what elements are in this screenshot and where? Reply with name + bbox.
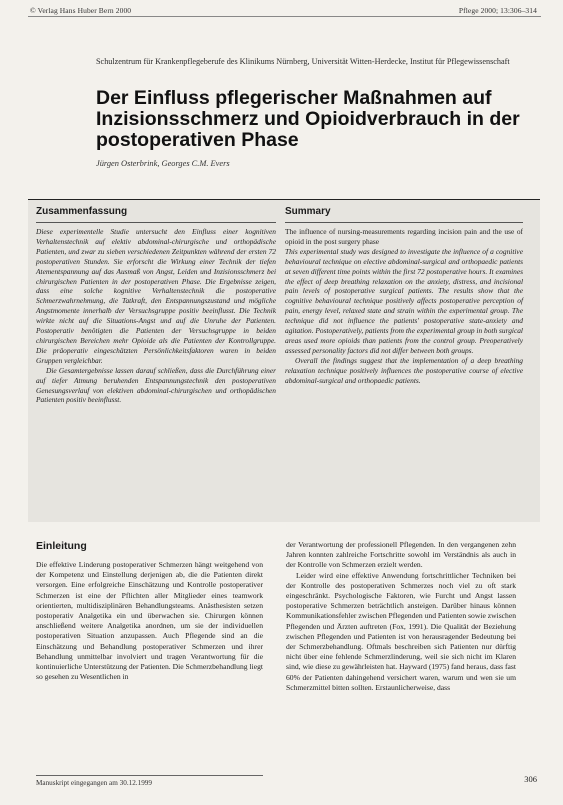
article-title: Der Einfluss pflegerischer Maßnahmen auf Inzisionsschmerz und Opioidverbrauch in der postoperativen Phase <box>96 87 520 151</box>
abstract-english-subtitle: The influence of nursing-measurements regarding incision pain and the use of opioid in the post surgery phase <box>285 227 523 246</box>
body-paragraph: der Verantwortung der professionell Pflegenden. In den vergangenen zehn Jahren konnten zahlreiche Fortschritte sowohl im Verständnis als auch in der Kontrolle von Schmerzen erzielt werden. <box>286 540 516 570</box>
abstract-german-heading: Zusammenfassung <box>36 206 276 223</box>
author-list: Jürgen Osterbrink, Georges C.M. Evers <box>96 159 230 168</box>
footnote-rule <box>36 775 263 776</box>
journal-copyright: © Verlag Hans Huber Bern 2000 <box>30 6 132 15</box>
abstract-german <box>36 206 276 405</box>
section-heading: Einleitung <box>36 540 87 552</box>
body-column-right <box>286 540 516 693</box>
abstract-german-paragraph: Die Gesamtergebnisse lassen darauf schließen, dass die Durchführung einer auf tiefer Atmung beruhenden Entspannungstechnik den postoperativen Genesungsverlauf von elektiven abdominal-chirurgischen und orthopädischen Patienten positiv beeinflusst. <box>36 365 276 405</box>
page-number: 306 <box>524 774 537 784</box>
body-column-left <box>36 540 263 682</box>
manuscript-received-note: Manuskript eingegangen am 30.12.1999 <box>36 779 152 787</box>
body-paragraph: Leider wird eine effektive Anwendung fortschrittlicher Techniken bei der Kontrolle des postoperativen Schmerzes noch viel zu oft stark eingeschränkt. Psychologische Faktoren, wie Furcht und Angst lassen postoperative Schmerzen beträchtlich ansteigen. Darüber hinaus können Kommunikationsfehler zwischen Pflegenden und Patienten sowie zwischen Pflegenden und Ärzten auftreten (Fox, 1991). Die Qualität der Beziehung zwischen Pflegenden und Patienten ist von herausragender Bedeutung bei der Schmerzbehandlung. Oftmals beschreiben sich Patienten nur dürftig nicht über eine fehlende Schmerzlinderung, weil sie sich nicht im Klaren sind, wie diese zu gewährleisten hat. Hayward (1975) fand heraus, dass fast 60% der Patienten dahingehend versichert waren, warum und wen sie um Schmerzmittel bitten sollten. Erstaunlicherweise, dass <box>286 570 516 692</box>
abstract-english <box>285 206 523 386</box>
abstract-german-paragraph: Diese experimentelle Studie untersucht den Einfluss einer kognitiven Verhaltenstechnik auf elektiv abdominal-chirurgische und orthopädische Patienten, und zwar zu sieben verschiedenen Zeitpunkten während der ersten 72 postoperativen Stunden. Sie erforscht die Wirkung einer Technik der tiefen Atementspannung auf das Ausmaß von Angst, Leiden und Inzisionsschmerz bei chirurgischen Patienten in der postoperativen Phase. Die Ergebnisse zeigen, dass eine solche kognitive Verhaltenstechnik die postoperative Schmerzwahrnehmung, die Tatkraft, den Entspannungszustand und mögliche Angstmomente innerhalb der Versuchsgruppe positiv beeinflusst. Die Technik wirkte nicht auf die Situations-Angst und auf die Unruhe der Patienten. Postoperativ benötigten die Patienten der Versuchsgruppe in beiden chirurgischen Bereichen mehr Opioide als die Patienten der Kontrollgruppe. Die präoperativ eingeschätzten Persönlichkeitsfaktoren waren in beiden Gruppen vergleichbar. <box>36 227 276 365</box>
abstract-english-paragraph: Overall the findings suggest that the implementation of a deep breathing relaxation technique positively influences the postoperative course of elective abdominal-surgical and orthopaedic patients. <box>285 355 523 385</box>
abstract-box <box>28 199 540 522</box>
body-paragraph: Die effektive Linderung postoperativer Schmerzen hängt weitgehend von der Kompetenz und Einstellung derjenigen ab, die die Patienten direkt versorgen. Eine erfolgreiche Einschätzung und Kontrolle postoperativer Schmerzen ist eine der Pflichten aller Mitglieder eines teamwork orientierten, multidisziplinären Behandlungsteams. Anästhesisten setzen postoperativ Analgetika ein und überwachen sie. Chirurgen können anschließend weitere Analgetika anordnen, um sie der individuellen postoperativen Situation anzupassen. Auch Pflegende sind an die Einschätzung und Behandlung postoperativer Schmerzen und ihrer Behandlung unmittelbar involviert und tragen Verantwortung für die kontinuierliche Unterstützung der Patienten. Die Schmerzbehandlung liegt so gesehen zu Wesentlichen in <box>36 560 263 682</box>
abstract-english-paragraph: This experimental study was designed to investigate the influence of a cognitive behavioural technique on elective abdominal-surgical and orthopaedic patients at seven different time points within the first 72 postoperative hours. It examines the effect of deep breathing relaxation on the anxiety, distress, and incisional pain levels of postoperative surgical patients. The results show that the cognitive behavioural technique positively affects postoperative perception of pain, energy level, relaxed state and strain within the experimental group. The technique did not influence the patients' postoperative state-anxiety and agitation. Postoperatively, patients from the experimental group in both surgical areas used more opioids than patients from the control group. Preoperatively assessed personality factors did not differ between both groups. <box>285 246 523 355</box>
author-affiliation: Schulzentrum für Krankenpflegeberufe des Klinikums Nürnberg, Universität Witten-Herdecke, Institut für Pflegewissenschaft <box>96 57 510 66</box>
journal-citation: Pflege 2000; 13:306–314 <box>458 6 537 15</box>
abstract-english-heading: Summary <box>285 206 523 223</box>
header-rule <box>28 16 541 17</box>
